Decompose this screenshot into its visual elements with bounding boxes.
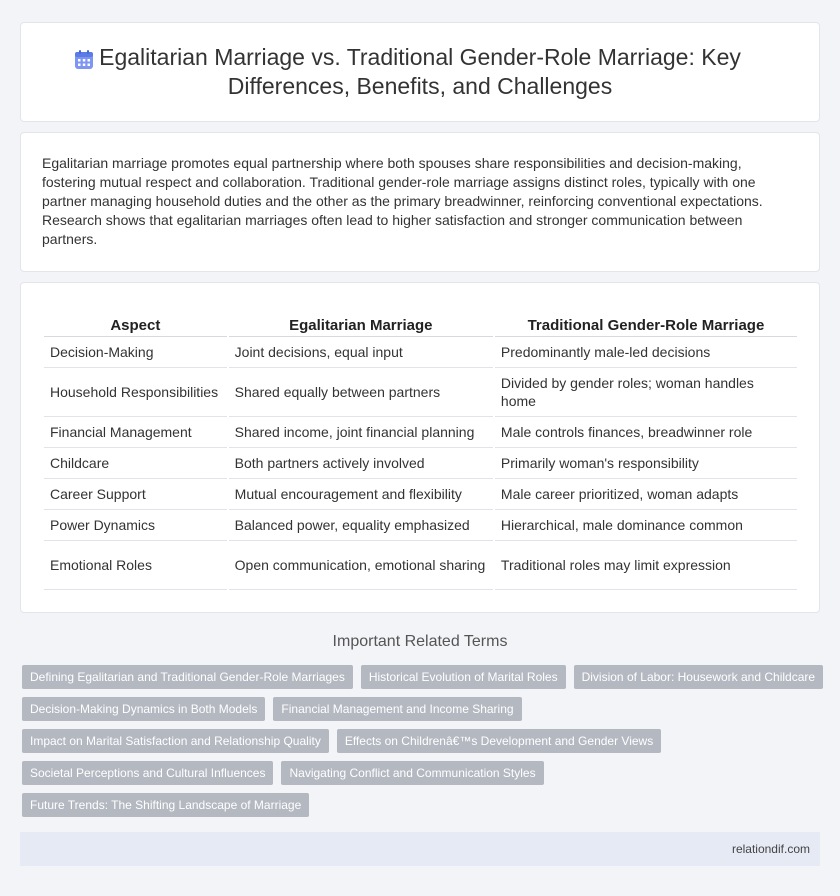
- table-row: [44, 417, 797, 448]
- related-term-tag[interactable]: Effects on Childrenâ€™s Development and Gender Views: [337, 729, 661, 753]
- intro-card: [20, 132, 820, 272]
- related-term-tag[interactable]: Impact on Marital Satisfaction and Relationship Quality: [22, 729, 329, 753]
- title-card: [20, 22, 820, 122]
- intro-paragraph: Egalitarian marriage promotes equal partnership where both spouses share responsibilities and decision-making, fostering mutual respect and collaboration. Traditional gender-role marriage assigns distinct roles, typically with one partner managing household duties and the other as the primary breadwinner, reinforcing conventional expectations. Research shows that egalitarian marriages often lead to higher satisfaction and stronger communication between partners.: [42, 155, 763, 247]
- related-term-tag[interactable]: Societal Perceptions and Cultural Influences: [22, 761, 273, 785]
- footer: [20, 832, 820, 866]
- table-cell: Shared equally between partners: [229, 368, 493, 417]
- related-term-tag[interactable]: Decision-Making Dynamics in Both Models: [22, 697, 265, 721]
- table-cell: Joint decisions, equal input: [229, 337, 493, 368]
- comparison-card: [20, 282, 820, 613]
- table-cell: Balanced power, equality emphasized: [229, 510, 493, 541]
- related-term-tag[interactable]: Division of Labor: Housework and Childcare: [574, 665, 823, 689]
- table-cell: Both partners actively involved: [229, 448, 493, 479]
- related-terms-title: Important Related Terms: [332, 633, 508, 650]
- table-cell: Divided by gender roles; woman handles home: [495, 368, 797, 417]
- header-aspect: Aspect: [44, 317, 227, 337]
- related-term-tag[interactable]: Navigating Conflict and Communication Styles: [281, 761, 543, 785]
- table-row: [44, 368, 797, 417]
- comparison-table: [42, 317, 799, 590]
- table-cell: Open communication, emotional sharing: [229, 541, 493, 590]
- footer-site-link[interactable]: relationdif.com: [731, 842, 810, 856]
- table-row: [44, 479, 797, 510]
- page-title: Egalitarian Marriage vs. Traditional Gender-Role Marriage: Key Differences, Benefits, and Challenges: [99, 44, 741, 99]
- header-traditional: Traditional Gender-Role Marriage: [495, 317, 797, 337]
- table-cell: Male career prioritized, woman adapts: [495, 479, 797, 510]
- related-term-tag[interactable]: Financial Management and Income Sharing: [273, 697, 521, 721]
- table-cell: Shared income, joint financial planning: [229, 417, 493, 448]
- table-header-row: [44, 317, 797, 337]
- table-cell: Mutual encouragement and flexibility: [229, 479, 493, 510]
- table-cell: Financial Management: [44, 417, 227, 448]
- table-row: [44, 541, 797, 590]
- table-cell: Power Dynamics: [44, 510, 227, 541]
- table-cell: Career Support: [44, 479, 227, 510]
- related-terms-list: [22, 665, 822, 825]
- table-cell: Childcare: [44, 448, 227, 479]
- table-cell: Traditional roles may limit expression: [495, 541, 797, 590]
- header-egalitarian: Egalitarian Marriage: [229, 317, 493, 337]
- table-cell: Emotional Roles: [44, 541, 227, 590]
- table-cell: Male controls finances, breadwinner role: [495, 417, 797, 448]
- table-row: [44, 510, 797, 541]
- table-cell: Hierarchical, male dominance common: [495, 510, 797, 541]
- related-term-tag[interactable]: Future Trends: The Shifting Landscape of Marriage: [22, 793, 309, 817]
- table-cell: Household Responsibilities: [44, 368, 227, 417]
- related-term-tag[interactable]: Historical Evolution of Marital Roles: [361, 665, 566, 689]
- table-row: [44, 337, 797, 368]
- table-row: [44, 448, 797, 479]
- table-cell: Predominantly male-led decisions: [495, 337, 797, 368]
- related-term-tag[interactable]: Defining Egalitarian and Traditional Gender-Role Marriages: [22, 665, 353, 689]
- table-cell: Decision-Making: [44, 337, 227, 368]
- table-cell: Primarily woman's responsibility: [495, 448, 797, 479]
